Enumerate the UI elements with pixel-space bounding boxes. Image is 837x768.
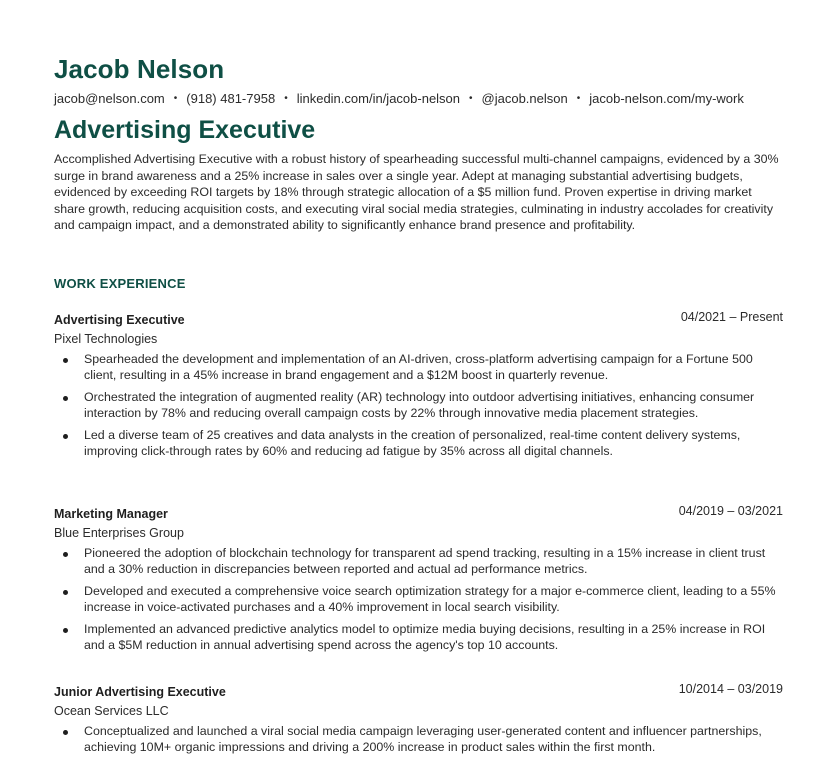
- job-dates: 04/2021 – Present: [680, 310, 783, 324]
- bullet-dot: [63, 590, 68, 595]
- bullet-text: Implemented an advanced predictive analytics model to optimize media buying decisions, resulting in a 25% increase in ROI and a $5M reduction in annual advertising spend across the agency's top 10 accounts.: [84, 622, 766, 652]
- job-title: Marketing Manager: [54, 507, 168, 521]
- contact-separator: •: [469, 92, 473, 104]
- job-title: Advertising Executive: [54, 313, 185, 327]
- job-entry: [54, 682, 783, 762]
- bullet-text: Developed and executed a comprehensive voice search optimization strategy for a major e-commerce client, leading to a 55% increase in voice-activated purchases and a 40% improvement in local search visibility.: [84, 584, 776, 614]
- contact-linkedin[interactable]: linkedin.com/in/jacob-nelson: [296, 90, 461, 106]
- contact-line: [54, 89, 744, 107]
- bullet-item: [54, 428, 783, 459]
- contact-phone[interactable]: (918) 481-7958: [186, 90, 276, 106]
- job-header: [54, 310, 783, 330]
- candidate-name: Jacob Nelson: [54, 54, 225, 84]
- bullet-item: [54, 352, 783, 383]
- work-experience-heading: WORK EXPERIENCE: [54, 276, 186, 291]
- bullet-dot: [63, 358, 68, 363]
- contact-separator: •: [284, 92, 288, 104]
- contact-email[interactable]: jacob@nelson.com: [54, 90, 165, 106]
- bullet-dot: [63, 552, 68, 557]
- contact-separator: •: [173, 92, 178, 104]
- job-bullets: [54, 352, 783, 459]
- bullet-dot: [63, 396, 68, 401]
- job-entry: [54, 504, 783, 660]
- job-dates: 04/2019 – 03/2021: [678, 504, 783, 518]
- bullet-item: [54, 584, 783, 615]
- resume-title: Advertising Executive: [54, 116, 316, 144]
- job-header: [54, 504, 783, 524]
- contact-portfolio[interactable]: jacob-nelson.com/my-work: [589, 90, 744, 106]
- contact-separator: •: [576, 92, 581, 104]
- bullet-dot: [63, 628, 68, 633]
- contact-handle[interactable]: @jacob.nelson: [481, 90, 568, 106]
- bullet-text: Spearheaded the development and implementation of an AI-driven, cross-platform advertising campaign for a Fortune 500 client, resulting in a 45% increase in brand engagement and a $12M boost in quarterly revenue.: [84, 352, 753, 382]
- company-name: Pixel Technologies: [54, 332, 158, 346]
- job-entry: [54, 310, 783, 466]
- company-name: Blue Enterprises Group: [54, 526, 184, 540]
- job-title: Junior Advertising Executive: [54, 685, 226, 699]
- job-dates: 10/2014 – 03/2019: [678, 682, 783, 696]
- company-name: Ocean Services LLC: [54, 704, 169, 718]
- bullet-dot: [63, 730, 68, 735]
- job-header: [54, 682, 783, 702]
- bullet-text: Led a diverse team of 25 creatives and data analysts in the creation of personalized, real-time content delivery systems, improving click-through rates by 60% and reducing ad fatigue by 35% across all digital channels.: [84, 428, 741, 458]
- job-bullets: [54, 724, 783, 755]
- job-bullets: [54, 546, 783, 653]
- bullet-dot: [63, 434, 68, 439]
- summary-paragraph: Accomplished Advertising Executive with a robust history of spearheading successful multi-channel campaigns, evidenced by a 30% surge in brand awareness and a 25% increase in sales over a single year. Adept at managing substantial advertising budgets, evidenced by exceeding ROI targets by 18% through strategic allocation of a $5 million fund. Proven expertise in driving market share growth, reducing acquisition costs, and executing viral social media strategies, culminating in industry accolades for creativity and campaign impact, and a demonstrated ability to significantly enhance brand presence and profitability.: [54, 152, 779, 232]
- bullet-text: Conceptualized and launched a viral social media campaign leveraging user-generated content and influencer partnerships, achieving 10M+ organic impressions and driving a 200% increase in product sales within the first month.: [84, 724, 762, 754]
- bullet-item: [54, 390, 783, 421]
- bullet-text: Orchestrated the integration of augmented reality (AR) technology into outdoor advertising initiatives, enhancing consumer interaction by 78% and reducing overall campaign costs by 22% through innovative media placement strategies.: [84, 390, 755, 420]
- bullet-item: [54, 724, 783, 755]
- bullet-text: Pioneered the adoption of blockchain technology for transparent ad spend tracking, resulting in a 15% increase in client trust and a 30% reduction in discrepancies between reported and actual ad performance metrics.: [84, 546, 766, 576]
- bullet-item: [54, 622, 783, 653]
- bullet-item: [54, 546, 783, 577]
